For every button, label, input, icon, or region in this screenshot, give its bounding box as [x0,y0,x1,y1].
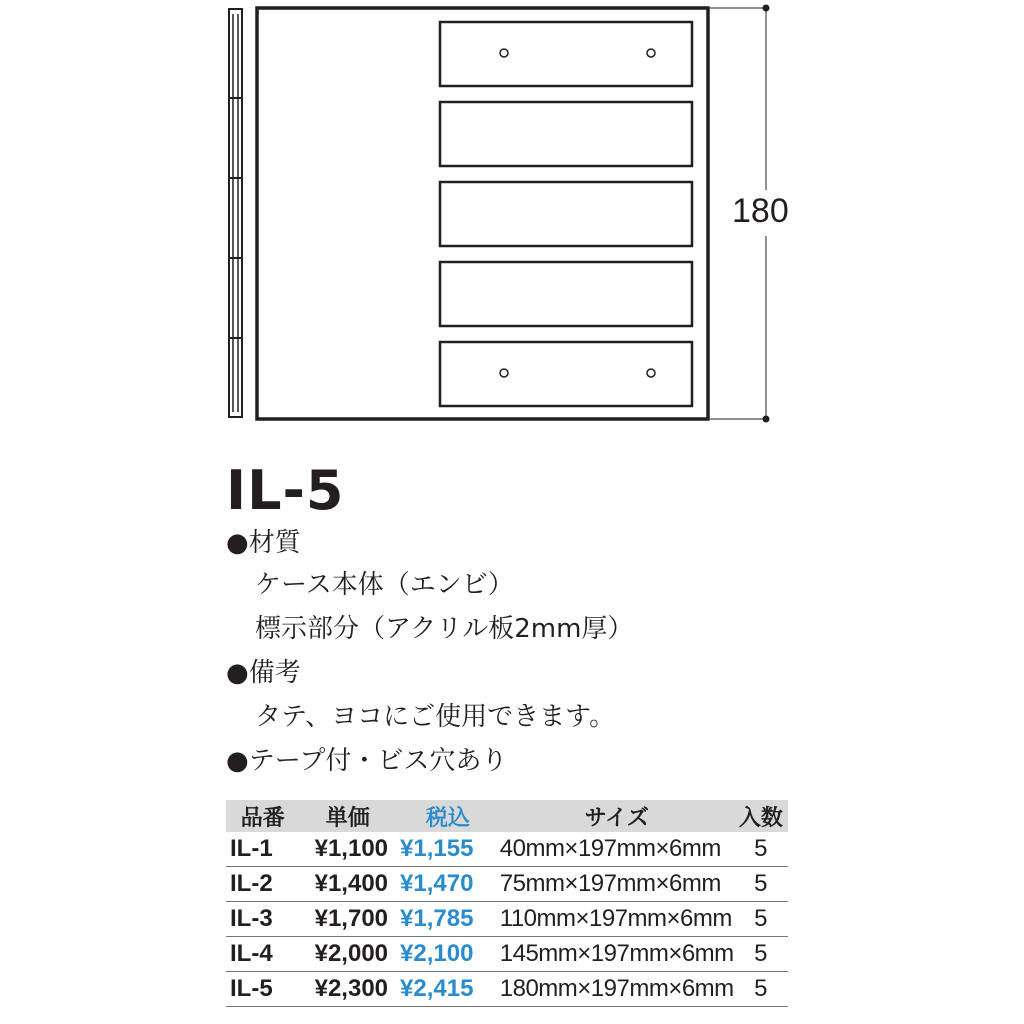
cell-tax-incl: ¥1,470 [396,867,500,902]
screw-hole-icon [500,49,508,57]
bullet-icon: ● [226,658,249,688]
cell-size: 40mm×197mm×6mm [500,832,734,867]
label-plates [440,22,692,406]
label-plate-4 [440,262,692,326]
cell-tax-incl: ¥2,100 [396,937,500,972]
spec-heading-material: ●材質 [226,528,301,558]
cell-qty: 5 [734,902,788,937]
cell-qty: 5 [734,867,788,902]
cell-price: ¥1,700 [300,902,396,937]
cell-tax-incl: ¥1,785 [396,902,500,937]
price-table [226,800,788,1007]
cell-size: 110mm×197mm×6mm [500,902,734,937]
cell-size: 180mm×197mm×6mm [500,972,734,1007]
cell-code: IL-4 [226,937,300,972]
table-row [226,937,788,972]
label-plate-3 [440,182,692,246]
cell-size: 75mm×197mm×6mm [500,867,734,902]
table-row [226,972,788,1007]
side-profile [229,9,242,417]
screw-hole-icon [647,369,655,377]
cell-size: 145mm×197mm×6mm [500,937,734,972]
table-row [226,867,788,902]
cell-tax-incl: ¥1,155 [396,832,500,867]
header-qty: 入数 [734,800,788,832]
spec-line-orientation: タテ、ヨコにご使用できます。 [255,702,616,732]
cell-code: IL-5 [226,972,300,1007]
table-row [226,902,788,937]
screw-hole-icon [500,369,508,377]
product-drawing [0,0,1024,440]
spec-heading-tape: ●テープ付・ビス穴あり [226,746,508,776]
header-price: 単価 [300,800,396,832]
cell-code: IL-2 [226,867,300,902]
cell-price: ¥2,000 [300,937,396,972]
cell-price: ¥1,400 [300,867,396,902]
cell-qty: 5 [734,832,788,867]
model-title: IL-5 [226,459,345,522]
dimension-label: 180 [732,192,789,230]
cell-code: IL-3 [226,902,300,937]
cell-code: IL-1 [226,832,300,867]
spec-line-case: ケース本体（エンビ） [255,570,514,600]
cell-tax-incl: ¥2,415 [396,972,500,1007]
spec-line-label-part: 標示部分（アクリル板2mm厚） [255,614,634,644]
bullet-icon: ● [226,746,249,776]
label-plate-2 [440,102,692,166]
header-code: 品番 [226,800,300,832]
bullet-icon: ● [226,528,249,558]
header-tax-incl: 税込 [396,800,500,832]
cell-price: ¥2,300 [300,972,396,1007]
cell-qty: 5 [734,972,788,1007]
cell-qty: 5 [734,937,788,972]
spec-heading-notes: ●備考 [226,658,301,688]
screw-hole-icon [647,49,655,57]
table-row [226,832,788,867]
header-size: サイズ [500,800,734,832]
cell-price: ¥1,100 [300,832,396,867]
table-header-row [226,800,788,832]
